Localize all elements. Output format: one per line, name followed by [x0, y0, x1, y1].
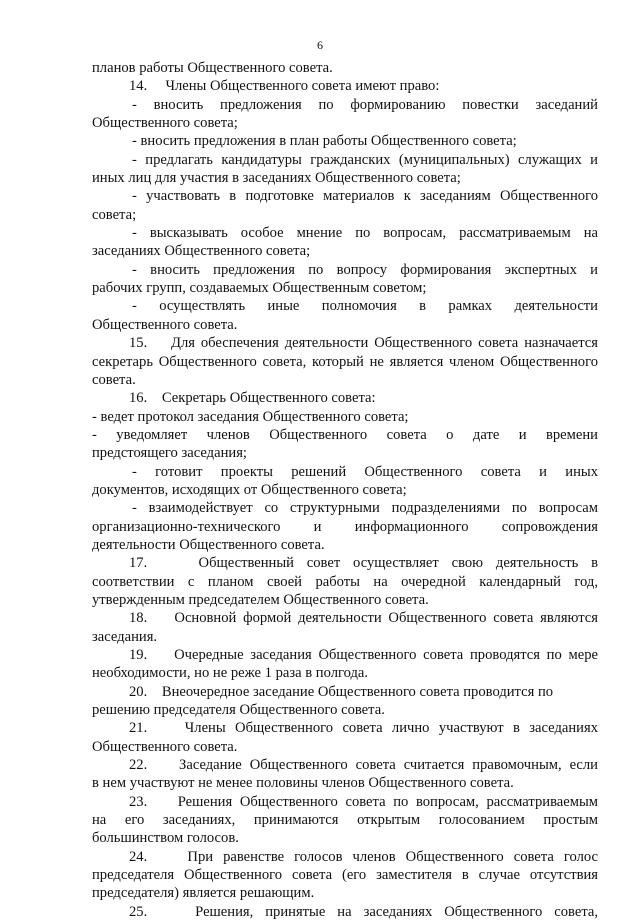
text-line: Общественного совета.: [92, 738, 238, 755]
text-line: совета.: [92, 371, 136, 388]
text-line: необходимости, но не реже 1 раза в полгода.: [92, 665, 369, 682]
clause-23-text: 23. Решения Общественного совета по вопросам, рассматриваемым: [129, 793, 598, 810]
text-line: - предлагать кандидатуры гражданских (муниципальных) служащих и: [132, 151, 598, 168]
text-line: заседания.: [92, 628, 158, 645]
clause-25-text: 25. Решения, принятые на заседаниях Общественного совета,: [129, 903, 598, 920]
text-line: иных лиц для участия в заседаниях Общественного совета;: [92, 170, 461, 187]
text-line: - вносить предложения в план работы Общественного совета;: [132, 133, 517, 150]
clause-15-text: 15. Для обеспечения деятельности Общественного совета назначается: [129, 335, 598, 352]
text-line: Общественного совета;: [92, 115, 238, 132]
text-word: сопровождения: [501, 518, 598, 535]
text-line: председателя Общественного совета (его заместителя в случае отсутствия: [92, 867, 598, 884]
text-line: - уведомляет членов Общественного совета о дате и времени: [92, 426, 598, 443]
text-line: планов работы Общественного совета.: [92, 60, 333, 76]
clause-19-text: 19. Очередные заседания Общественного совета проводятся по мере: [129, 647, 598, 663]
text-word: информационного: [354, 518, 469, 535]
page-number: 6: [317, 38, 323, 52]
clause-22-text: 22. Заседание Общественного совета считается правомочным, если: [129, 757, 598, 774]
text-line: в нем участвуют не менее половины членов Общественного совета.: [92, 775, 514, 792]
text-word: и: [313, 518, 322, 535]
text-line: Общественного совета.: [92, 316, 238, 333]
clause-20-text: 20. Внеочередное заседание Общественного совета проводится по: [129, 683, 554, 700]
text-line: - вносить предложения по формированию повестки заседаний: [132, 96, 598, 113]
text-line: совета;: [92, 206, 137, 223]
text-line: документов, исходящих от Общественного совета;: [92, 481, 407, 498]
text-line: - готовит проекты решений Общественного совета и иных: [132, 463, 598, 480]
clause-24-text: 24. При равенстве голосов членов Общественного совета голос: [129, 848, 598, 865]
text-line: решению председателя Общественного совета.: [92, 702, 385, 719]
text-line: рабочих групп, создаваемых Общественным советом;: [92, 280, 427, 297]
text-line: - высказывать особое мнение по вопросам, рассматриваемым на: [132, 225, 598, 242]
text-line: - ведет протокол заседания Общественного совета;: [92, 408, 409, 425]
text-line-spaced: [92, 518, 598, 536]
clause-14-heading: 14. Члены Общественного совета имеют право:: [129, 78, 440, 95]
text-line: заседаниях Общественного совета;: [92, 243, 311, 260]
text-line: соответствии с планом своей работы на очередной календарный год,: [92, 573, 598, 590]
clause-18-text: 18. Основной формой деятельности Общественного совета являются: [129, 610, 598, 627]
document-body: [92, 59, 598, 921]
text-line: утвержденным председателем Общественного совета.: [92, 591, 429, 608]
text-line: секретарь Общественного совета, который не является членом Общественного: [92, 353, 598, 370]
text-word: организационно-технического: [92, 518, 281, 535]
text-line: предстоящего заседания;: [92, 445, 247, 462]
text-line: - участвовать в подготовке материалов к заседаниям Общественного: [132, 188, 598, 205]
text-line: большинством голосов.: [92, 830, 239, 847]
clause-16-heading: 16. Секретарь Общественного совета:: [129, 390, 376, 407]
clause-17-text: 17. Общественный совет осуществляет свою деятельность в: [129, 555, 598, 572]
clause-21-text: 21. Члены Общественного совета лично участвуют в заседаниях: [129, 720, 598, 737]
text-line: на его заседаниях, принимаются открытым голосованием простым: [92, 812, 598, 829]
text-line: деятельности Общественного совета.: [92, 536, 325, 553]
text-line: председателя) является решающим.: [92, 885, 315, 902]
text-line: - взаимодействует со структурными подразделениями по вопросам: [132, 500, 598, 517]
text-line: - вносить предложения по вопросу формирования экспертных и: [132, 261, 598, 278]
text-line: - осуществлять иные полномочия в рамках деятельности: [132, 298, 598, 315]
